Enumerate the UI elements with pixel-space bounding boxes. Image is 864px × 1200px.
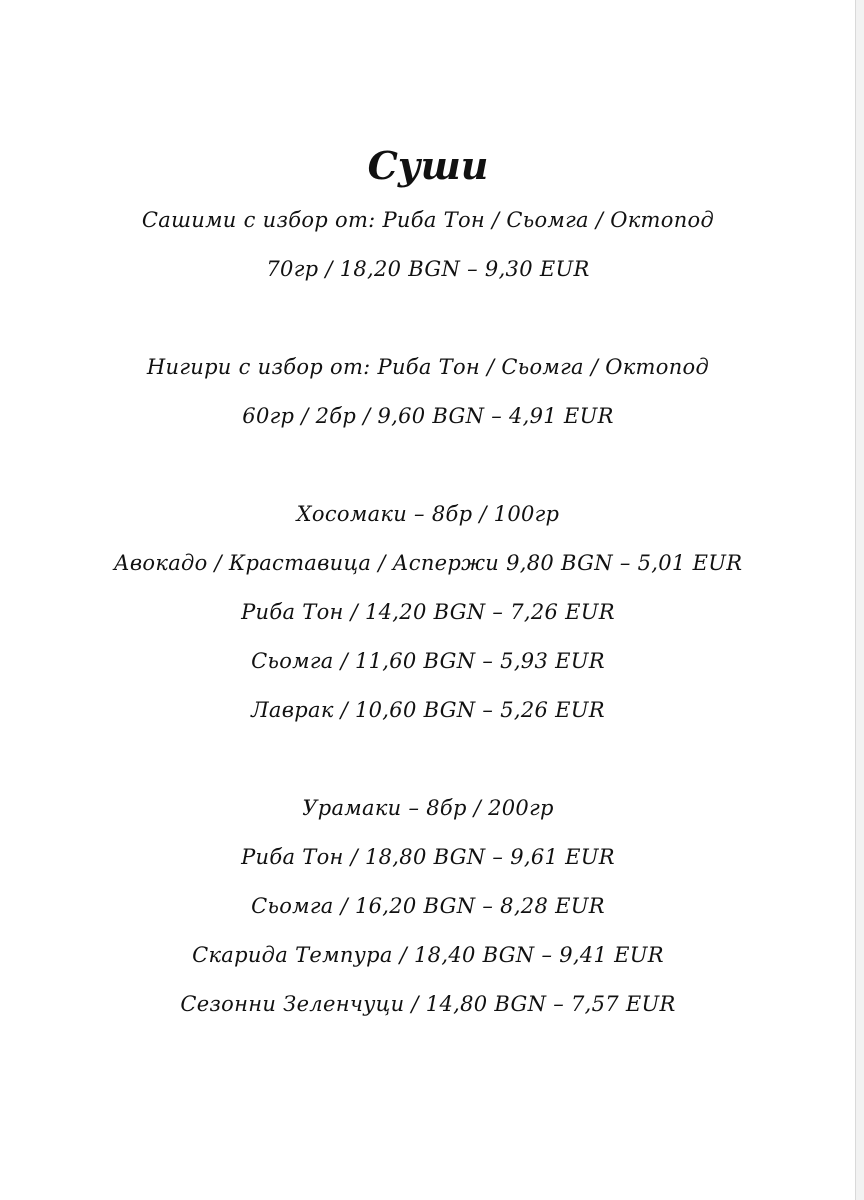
nigiri-price-line: 60гр / 2бр / 9,60 BGN – 4,91 EUR: [242, 404, 614, 428]
hosomaki-heading: Хосомаки – 8бр / 100гр: [296, 502, 560, 526]
uramaki-item: Сезонни Зеленчуци / 14,80 BGN – 7,57 EUR: [180, 992, 676, 1016]
sashimi-line: Сашими с избор от: Риба Тон / Сьомга / Октопод: [141, 208, 715, 232]
menu-title: Суши: [367, 143, 489, 188]
hosomaki-item: Сьомга / 11,60 BGN – 5,93 EUR: [251, 649, 605, 673]
hosomaki-item: Риба Тон / 14,20 BGN – 7,26 EUR: [241, 600, 615, 624]
sashimi-price-line: 70гр / 18,20 BGN – 9,30 EUR: [266, 257, 590, 281]
uramaki-heading: Урамаки – 8бр / 200гр: [302, 796, 554, 820]
page-edge: [856, 0, 864, 1200]
uramaki-item: Скарида Темпура / 18,40 BGN – 9,41 EUR: [192, 943, 664, 967]
hosomaki-item: Авокадо / Краставица / Аспержи 9,80 BGN – 5,01 EUR: [113, 551, 743, 575]
nigiri-line: Нигири с избор от: Риба Тон / Сьомга / Октопод: [146, 355, 710, 379]
uramaki-item: Сьомга / 16,20 BGN – 8,28 EUR: [251, 894, 605, 918]
uramaki-item: Риба Тон / 18,80 BGN – 9,61 EUR: [241, 845, 615, 869]
hosomaki-item: Лаврак / 10,60 BGN – 5,26 EUR: [251, 698, 605, 722]
